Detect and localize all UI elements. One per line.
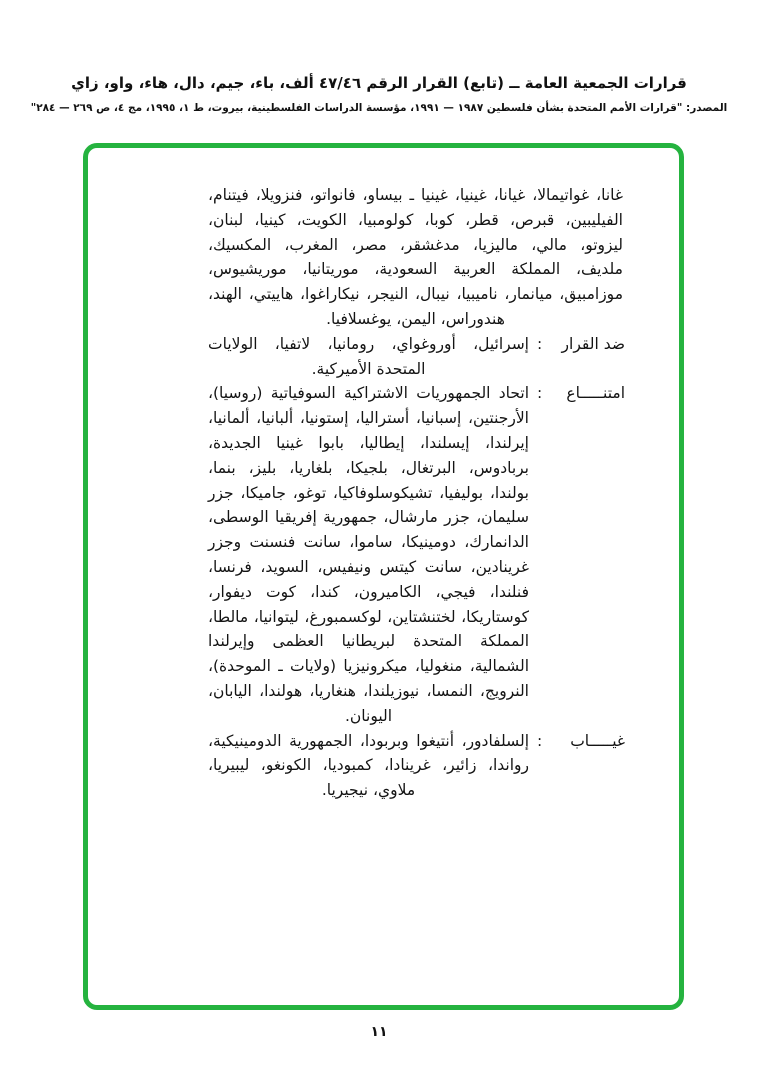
document-source-line: المصدر: "قرارات الأمم المتحدة بشأن فلسطين ١٩٨٧ — ١٩٩١، مؤسسة الدراسات الفلسطينية، بيروت، ط ١، ١٩٩٥، مج ٤، ص ٢٦٩ — ٢٨٤" [30, 102, 728, 114]
document-header-title: قرارات الجمعية العامة ــ (تابع) القرار الرقم ٤٧/٤٦ ألف، باء، جيم، دال، هاء، واو، زاي [71, 74, 687, 92]
vote-section-abstain [208, 381, 625, 728]
section-label-against [537, 332, 625, 357]
section-label-abstain [537, 381, 625, 406]
section-label-text: غيـــــاب [570, 731, 625, 750]
section-text-against: إسرائيل، أوروغواي، رومانيا، لاتفيا، الولايات المتحدة الأميركية. [208, 334, 529, 378]
section-label-absent [537, 729, 625, 754]
vote-results-text-block [208, 183, 625, 803]
vote-section-against [208, 332, 625, 382]
page-number: ١١ [370, 1024, 388, 1040]
vote-section-absent [208, 729, 625, 803]
section-label-text: ضد القرار [561, 334, 625, 353]
section-text-absent: إلسلفادور، أنتيغوا وبربودا، الجمهورية الدومينيكية، رواندا، زائير، غرينادا، كمبوديا، الكونغو، ليبيريا، ملاوي، نيجيريا. [208, 731, 529, 800]
section-label-text: امتنـــــاع [566, 384, 625, 403]
in-favor-continuation-paragraph: غانا، غواتيمالا، غيانا، غينيا، غينيا ـ بيساو، فانواتو، فنزويلا، فيتنام، الفيليبين، قبرص، قطر، كوبا، كولومبيا، الكويت، كينيا، لبنان، ليزوتو، مالي، ماليزيا، مدغشقر، مصر، المغرب، المكسيك، ملديف، المملكة العربية السعودية، موريتانيا، موريشيوس، موزامبيق، ميانمار، ناميبيا، نيبال، النيجر، نيكاراغوا، هاييتي، الهند، هندوراس، اليمن، يوغسلافيا. [208, 186, 623, 328]
section-label-colon: : [537, 731, 543, 750]
section-label-colon: : [537, 334, 543, 353]
section-label-colon: : [537, 384, 543, 403]
section-text-abstain: اتحاد الجمهوريات الاشتراكية السوفياتية (روسيا)، الأرجنتين، إسبانيا، أستراليا، إستونيا، ألبانيا، ألمانيا، إيرلندا، إيسلندا، إيطاليا، بابوا غينيا الجديدة، بربادوس، البرتغال، بلجيكا، بلغاريا، بليز، بنما، بولندا، بوليفيا، تشيكوسلوفاكيا، توغو، جاميكا، جزر سليمان، جزر مارشال، جمهورية إفريقيا الوسطى، الدانمارك، دومينيكا، ساموا، سانت فنسنت وجزر غرينادين، سانت كيتس ونيفيس، السويد، فرنسا، فنلندا، فيجي، الكاميرون، كندا، كوت ديفوار، كوستاريكا، لختنشتاين، لوكسمبورغ، ليتوانيا، مالطا، المملكة المتحدة لبريطانيا العظمى وإيرلندا الشمالية، منغوليا، ميكرونيزيا (ولايات ـ الموحدة)، النرويج، النمسا، نيوزيلندا، هنغاريا، هولندا، اليابان، اليونان. [208, 384, 529, 725]
